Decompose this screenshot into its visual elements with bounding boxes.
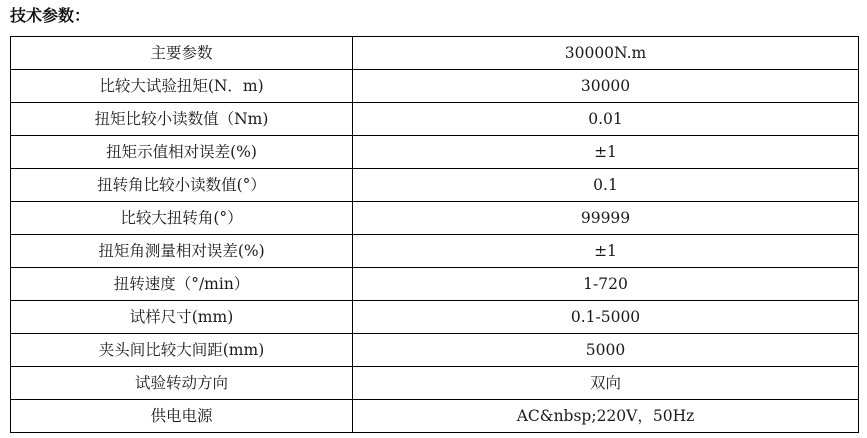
- table-row: [11, 103, 859, 136]
- table-row: [11, 235, 859, 268]
- parameter-name-cell: 试验转动方向: [11, 367, 353, 400]
- parameter-value-cell: 0.01: [353, 103, 859, 136]
- table-row: [11, 301, 859, 334]
- parameter-value-cell: ±1: [353, 235, 859, 268]
- parameter-value-cell: 0.1: [353, 169, 859, 202]
- parameter-name-cell: 扭矩示值相对误差(%): [11, 136, 353, 169]
- parameter-value-cell: 1-720: [353, 268, 859, 301]
- parameter-name-cell: 扭矩角测量相对误差(%): [11, 235, 353, 268]
- parameter-value-cell: 双向: [353, 367, 859, 400]
- table-row: [11, 169, 859, 202]
- parameter-name-cell: 扭转角比较小读数值(°）: [11, 169, 353, 202]
- parameter-value-cell: 99999: [353, 202, 859, 235]
- table-row: [11, 70, 859, 103]
- parameter-name-cell: 比较大试验扭矩(N．m): [11, 70, 353, 103]
- table-row: [11, 367, 859, 400]
- parameter-value-cell: 30000: [353, 70, 859, 103]
- table-row: [11, 268, 859, 301]
- table-row: [11, 334, 859, 367]
- parameter-value-cell: 5000: [353, 334, 859, 367]
- table-row: [11, 400, 859, 433]
- parameter-value-cell: AC&nbsp;220V，50Hz: [353, 400, 859, 433]
- parameter-name-cell: 夹头间比较大间距(mm): [11, 334, 353, 367]
- parameter-name-cell: 扭转速度（°/min）: [11, 268, 353, 301]
- table-row: [11, 136, 859, 169]
- parameter-value-cell: 0.1-5000: [353, 301, 859, 334]
- section-heading: 技术参数：: [10, 6, 91, 25]
- parameter-name-cell: 扭矩比较小读数值（Nm): [11, 103, 353, 136]
- parameter-name-cell: 试样尺寸(mm): [11, 301, 353, 334]
- technical-parameters-table: [10, 36, 859, 433]
- table-row: [11, 202, 859, 235]
- parameter-value-cell: 30000N.m: [353, 37, 859, 70]
- parameter-name-cell: 供电电源: [11, 400, 353, 433]
- parameter-name-cell: 主要参数: [11, 37, 353, 70]
- table-row: [11, 37, 859, 70]
- parameter-value-cell: ±1: [353, 136, 859, 169]
- parameter-name-cell: 比较大扭转角(°）: [11, 202, 353, 235]
